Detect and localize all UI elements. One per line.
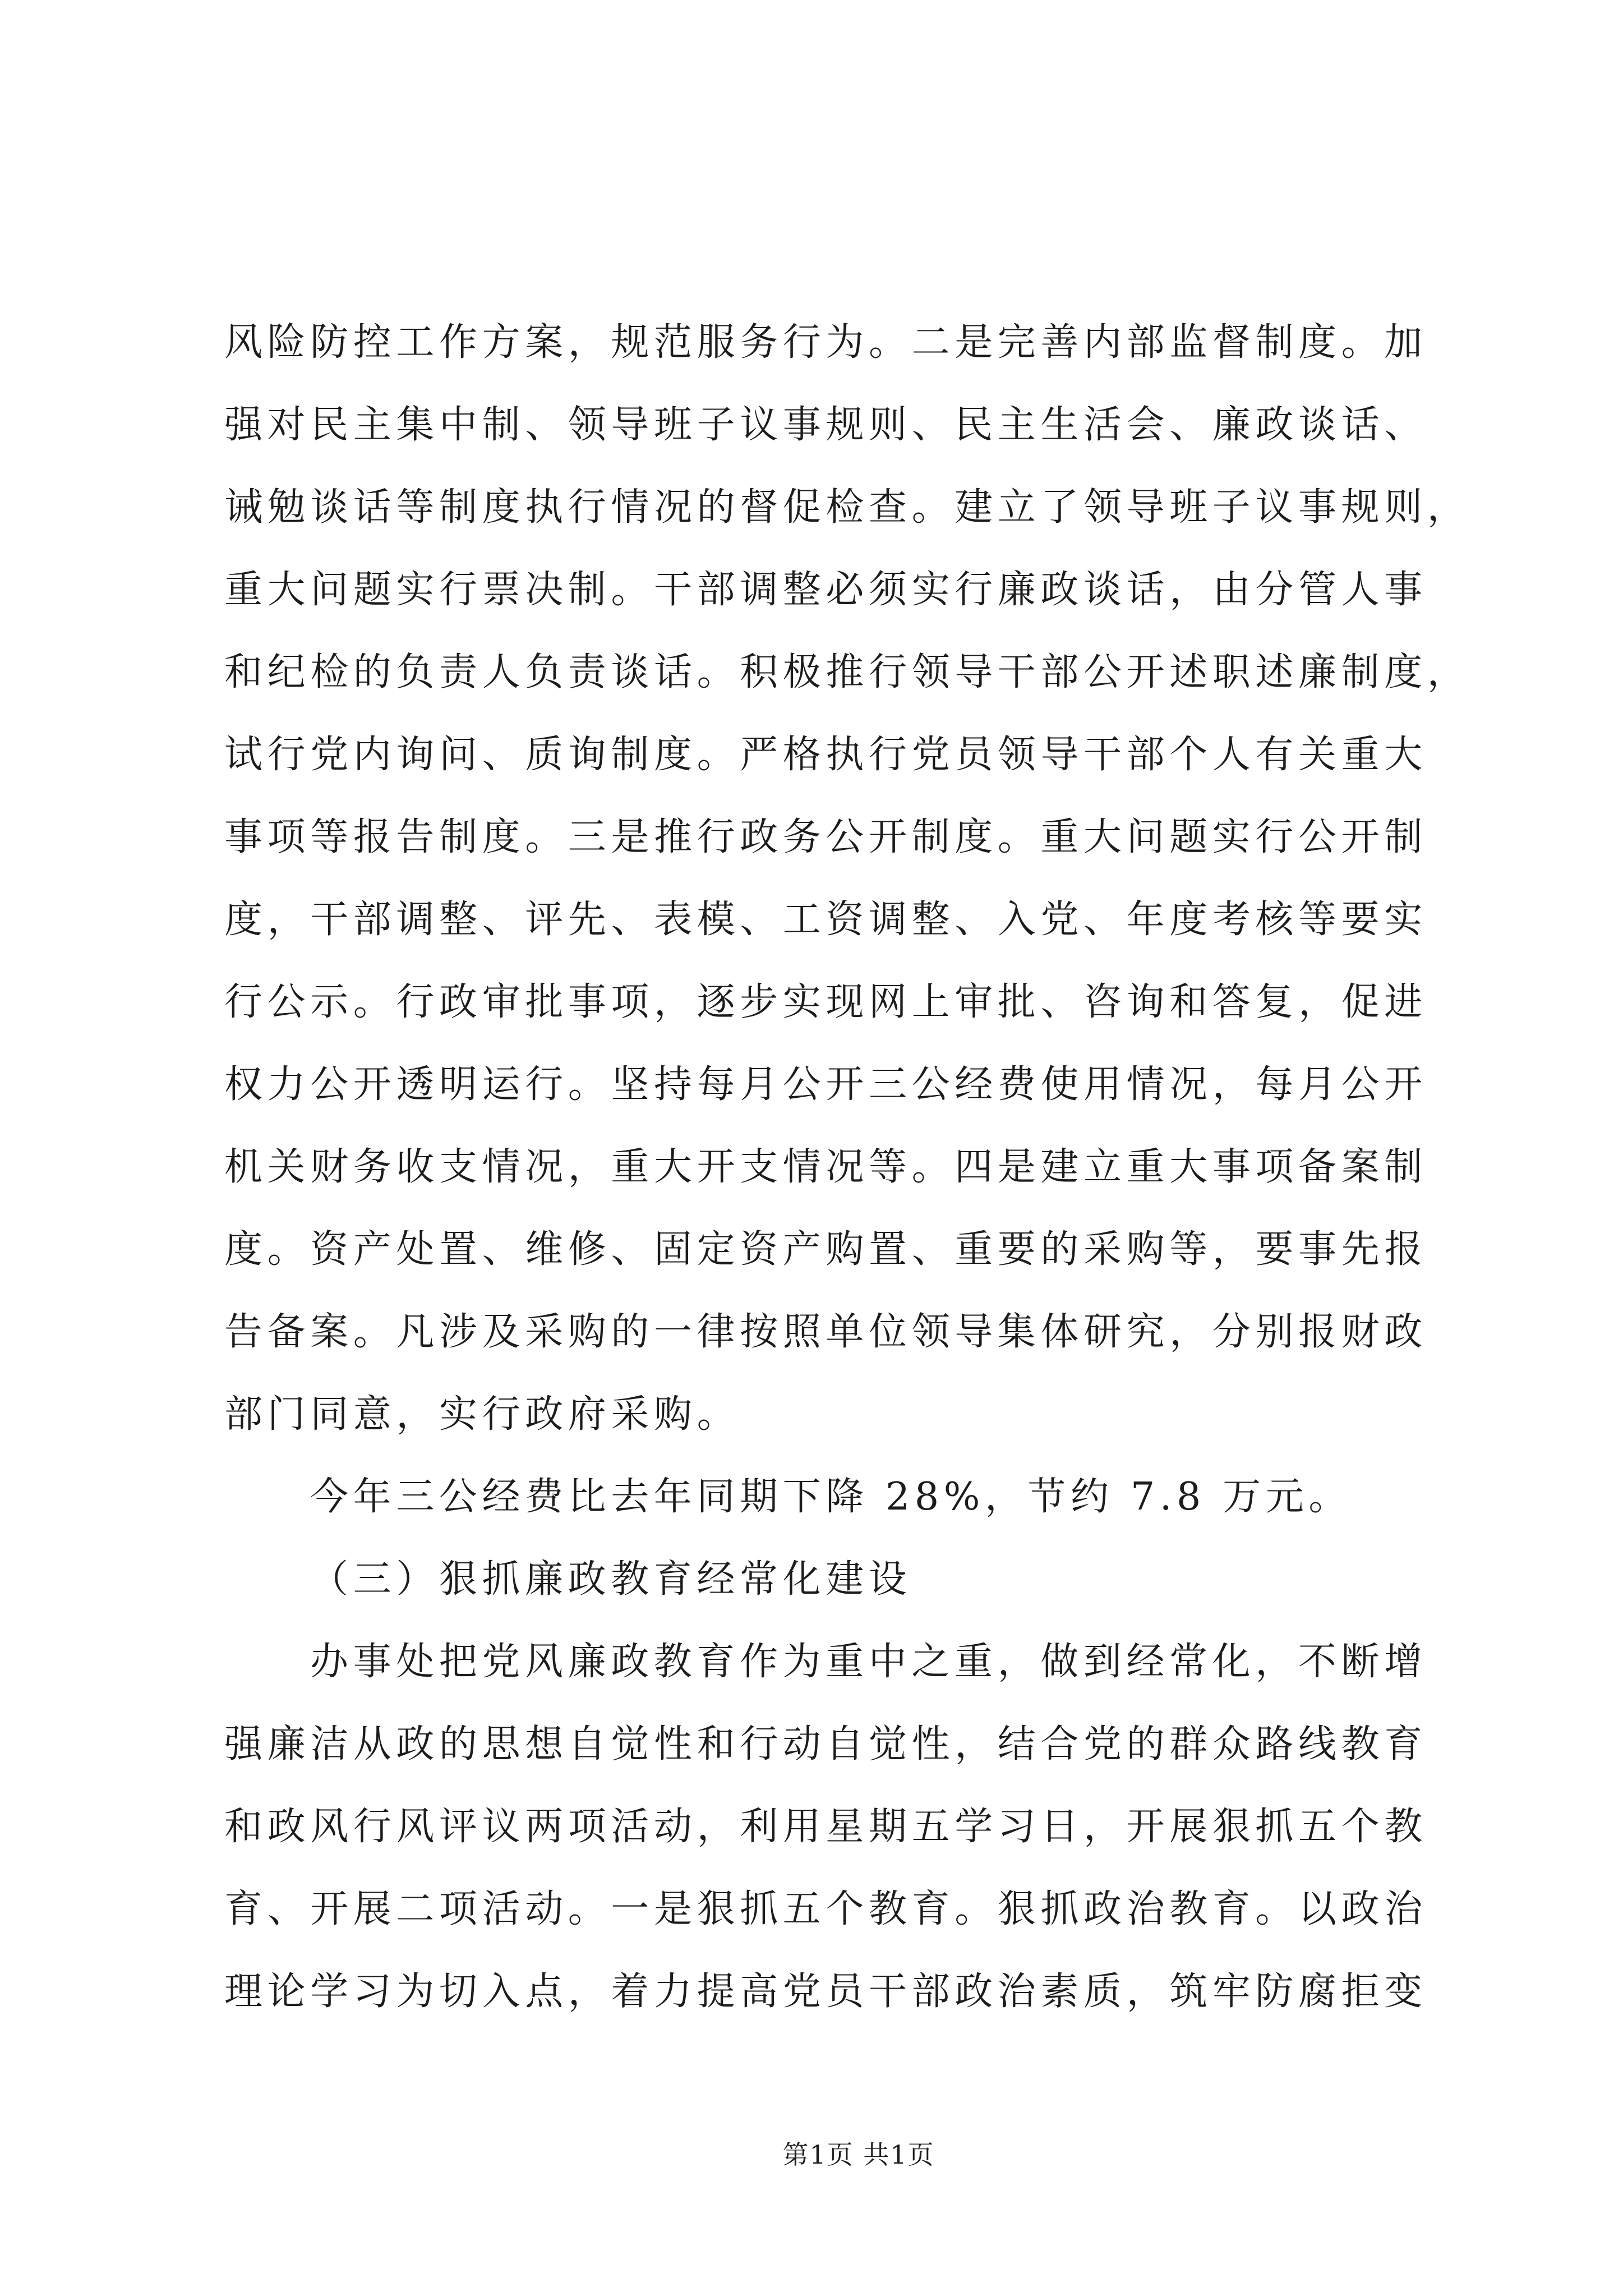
text-line: 今年三公经费比去年同期下降 28%，节约 7.8 万元。 bbox=[310, 1475, 1352, 1519]
text-line: 理论学习为切入点，着力提高党员干部政治素质，筑牢防腐拒变 bbox=[224, 1970, 1427, 2014]
continued-paragraph bbox=[224, 301, 1514, 1456]
page-footer bbox=[690, 2138, 1027, 2171]
text-line: 权力公开透明运行。坚持每月公开三公经费使用情况，每月公开 bbox=[224, 1062, 1427, 1107]
text-line: 强对民主集中制、领导班子议事规则、民主生活会、廉政谈话、 bbox=[224, 403, 1427, 447]
text-line: 和纪检的负责人负责谈话。积极推行领导干部公开述职述廉制度， bbox=[224, 650, 1470, 694]
text-line: 度，干部调整、评先、表模、工资调整、入党、年度考核等要实 bbox=[224, 898, 1427, 942]
text-line: 诫勉谈话等制度执行情况的督促检查。建立了领导班子议事规则， bbox=[224, 485, 1470, 530]
text-line: 试行党内询问、质询制度。严格执行党员领导干部个人有关重大 bbox=[224, 733, 1427, 777]
text-line: 和政风行风评议两项活动，利用星期五学习日，开展狠抓五个教 bbox=[224, 1805, 1427, 1849]
text-line: 部门同意，实行政府采购。 bbox=[224, 1392, 740, 1437]
text-line: 重大问题实行票决制。干部调整必须实行廉政谈话，由分管人事 bbox=[224, 568, 1427, 612]
text-line: 事项等报告制度。三是推行政务公开制度。重大问题实行公开制 bbox=[224, 815, 1427, 859]
text-line: 度。资产处置、维修、固定资产购置、重要的采购等，要事先报 bbox=[224, 1227, 1427, 1272]
section-heading-block bbox=[224, 1538, 1514, 1621]
section-heading: （三）狠抓廉政教育经常化建设 bbox=[310, 1557, 912, 1602]
text-line: 风险防控工作方案，规范服务行为。二是完善内部监督制度。加 bbox=[224, 320, 1427, 365]
text-line: 办事处把党风廉政教育作为重中之重，做到经常化，不断增 bbox=[310, 1640, 1427, 1684]
section-paragraph bbox=[224, 1621, 1514, 2033]
document-body bbox=[224, 301, 1514, 2033]
text-line: 机关财务收支情况，重大开支情况等。四是建立重大事项备案制 bbox=[224, 1145, 1427, 1189]
text-line: 强廉洁从政的思想自觉性和行动自觉性，结合党的群众路线教育 bbox=[224, 1722, 1427, 1766]
summary-paragraph bbox=[224, 1456, 1514, 1538]
text-line: 育、开展二项活动。一是狠抓五个教育。狠抓政治教育。以政治 bbox=[224, 1887, 1427, 1931]
text-line: 告备案。凡涉及采购的一律按照单位领导集体研究，分别报财政 bbox=[224, 1310, 1427, 1354]
page-number-label: 第1页 共1页 bbox=[782, 2139, 935, 2170]
text-line: 行公示。行政审批事项，逐步实现网上审批、咨询和答复，促进 bbox=[224, 980, 1427, 1024]
